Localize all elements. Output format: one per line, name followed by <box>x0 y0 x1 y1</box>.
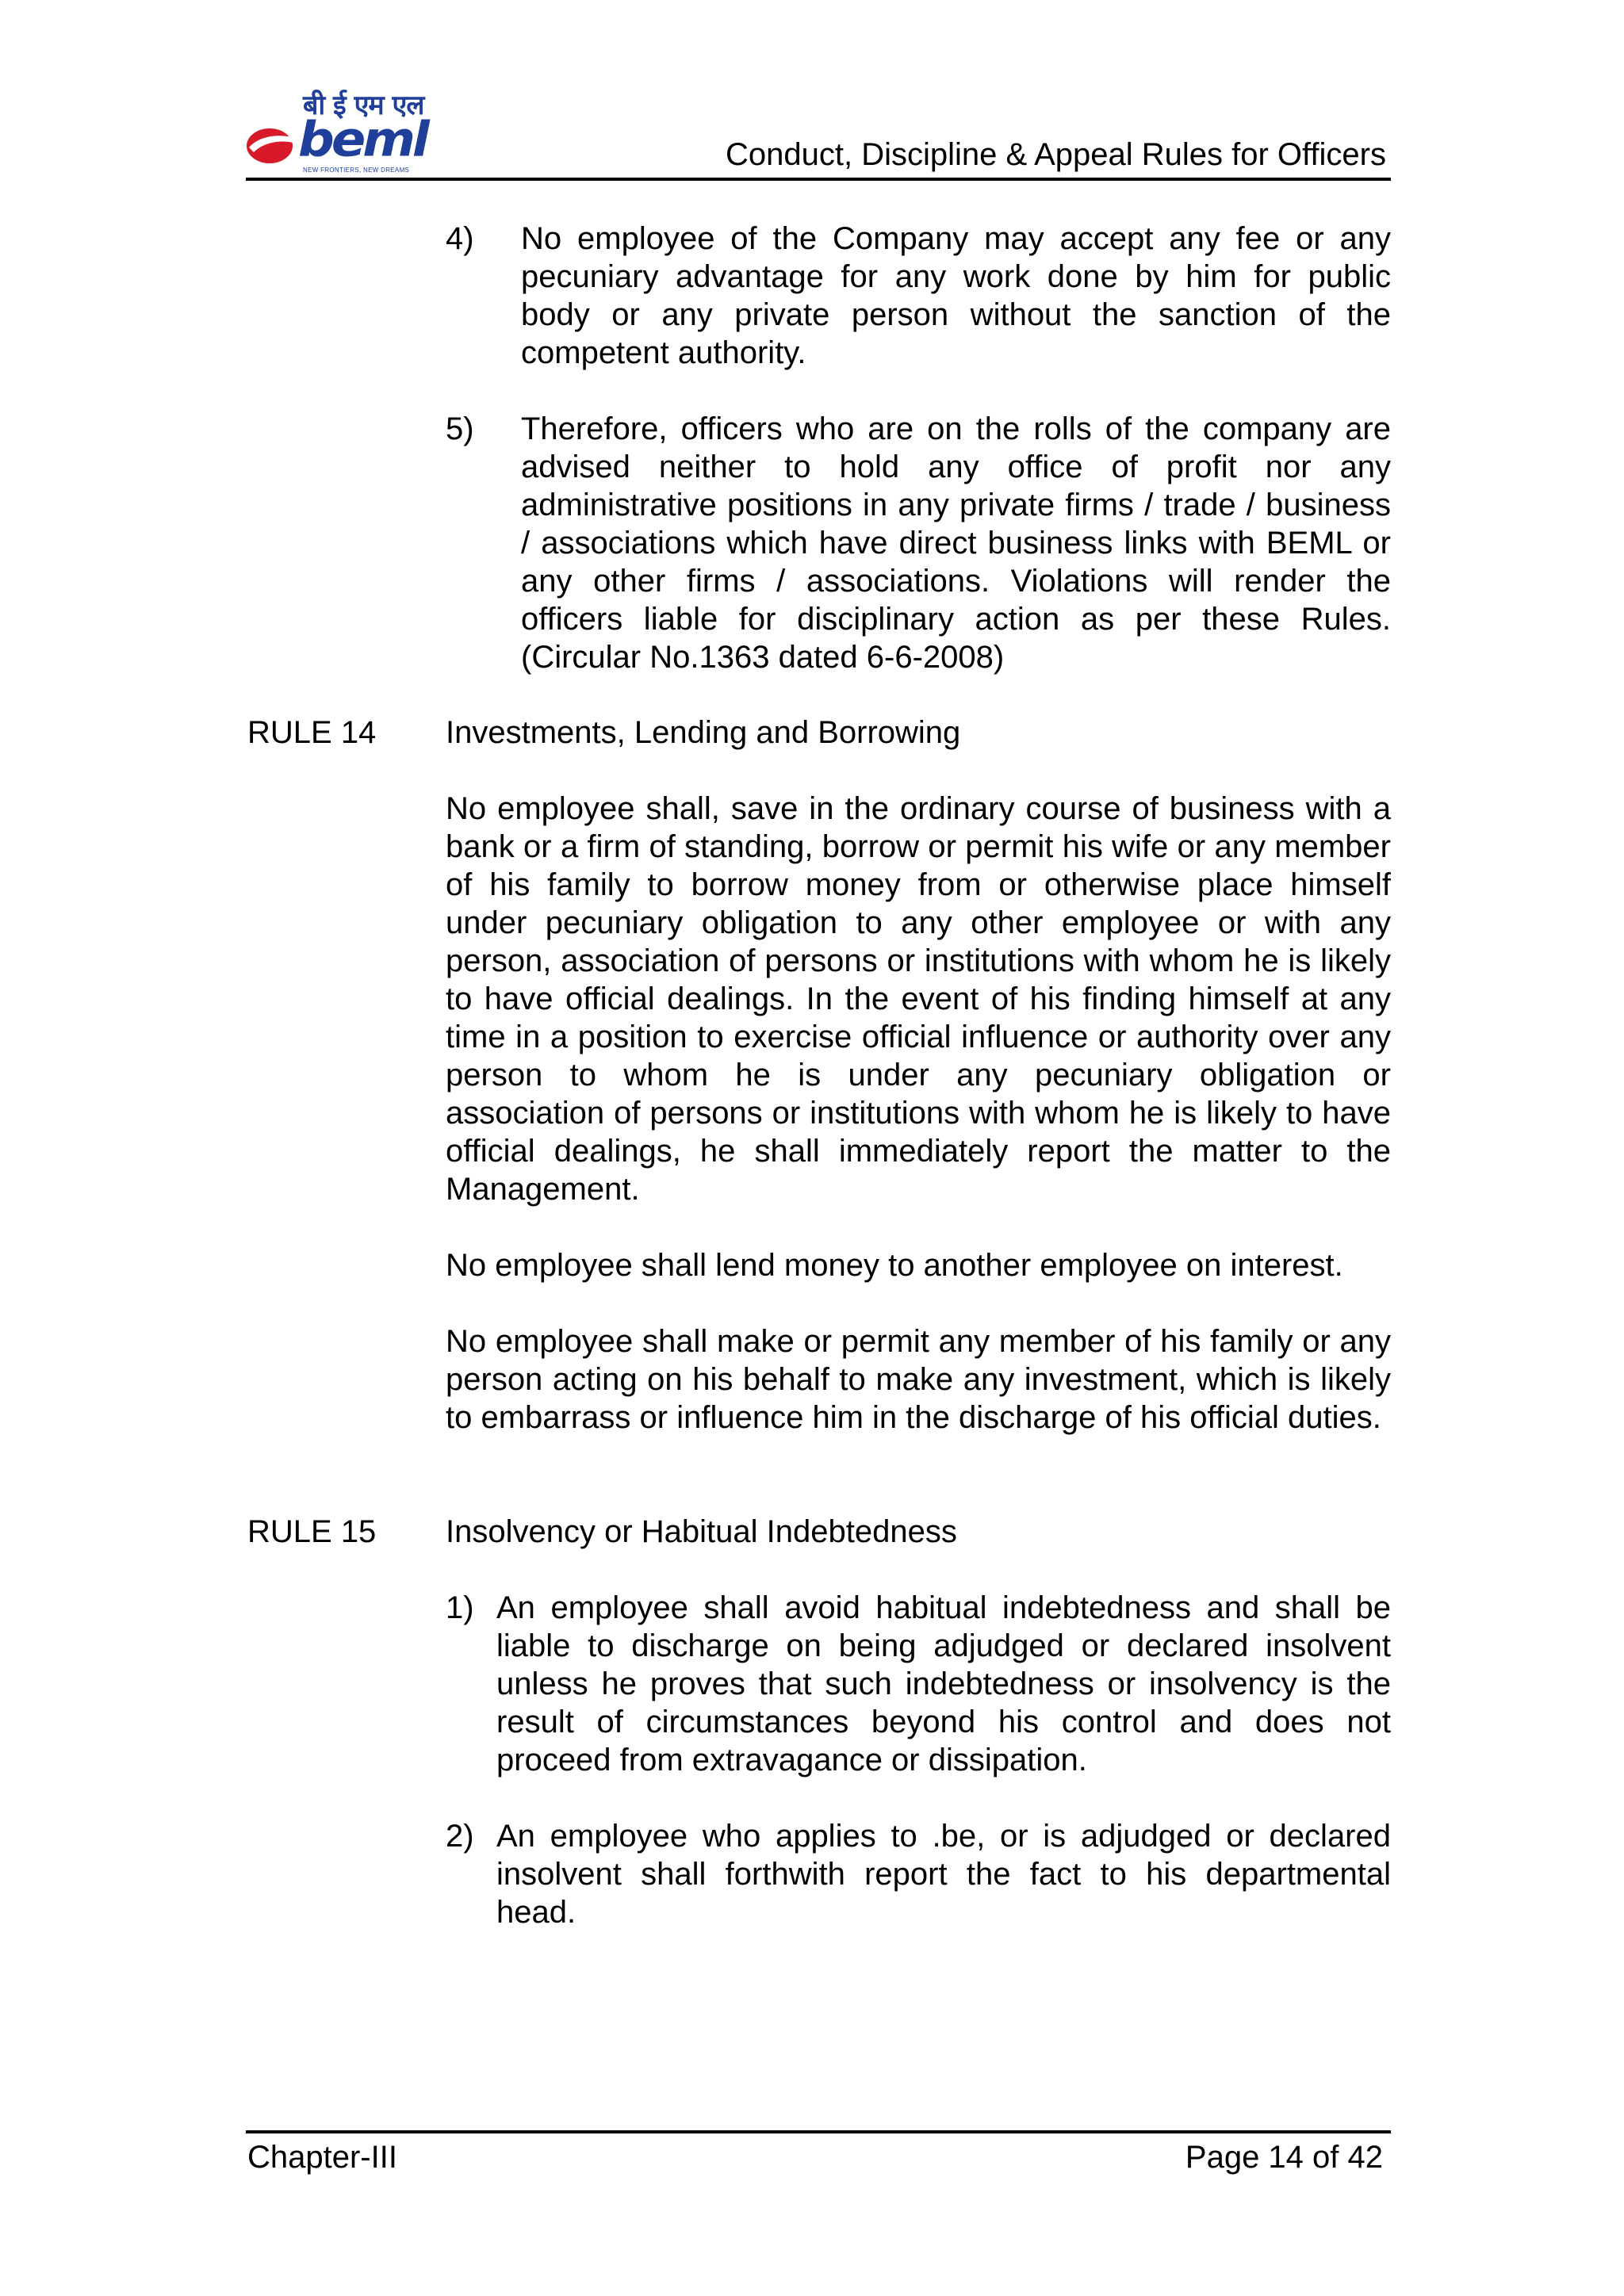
footer-divider <box>246 2130 1391 2133</box>
header-title: Conduct, Discipline & Appeal Rules for Officers <box>726 137 1386 172</box>
item-text: No employee of the Company may accept any fee or any pecuniary advantage for any work done by him for public body or any private person without the sanction of the competent authority. <box>521 221 1391 370</box>
logo-wordmark: beml <box>298 112 427 168</box>
header-divider <box>246 178 1391 181</box>
footer-page-number: Page 14 of 42 <box>1185 2140 1383 2175</box>
item-text: An employee who applies to .be, or is adjudged or declared insolvent shall forthwith report the fact to his departmental head. <box>496 1819 1391 1930</box>
rule-15-heading: Insolvency or Habitual Indebtedness <box>446 1514 957 1549</box>
footer-chapter: Chapter-III <box>247 2140 397 2175</box>
rule-15-label: RULE 15 <box>247 1514 377 1549</box>
rule-14-paragraph: No employee shall make or permit any member of his family or any person acting on his behalf to make any investment, which is likely to embarrass or influence him in the discharge of his official duties. <box>446 1324 1391 1435</box>
beml-swoosh-icon <box>246 124 297 165</box>
beml-logo <box>246 86 427 174</box>
item-text: Therefore, officers who are on the rolls of the company are advised neither to hold any office of profit nor any administrative positions in any private firms / trade / business / associations which have direct business links with BEML or any other firms / associations. Violations will render the officers liable for disciplinary action as per these Rules. (Circular No.1363 dated 6-6-2008) <box>521 411 1391 675</box>
item-number: 4) <box>446 221 474 256</box>
logo-tagline: NEW FRONTIERS, NEW DREAMS <box>303 166 410 174</box>
logo-devanagari-text: बी ई एम एल <box>303 90 424 121</box>
rule-14-paragraph: No employee shall lend money to another employee on interest. <box>446 1248 1343 1283</box>
rule-14-heading: Investments, Lending and Borrowing <box>446 715 961 750</box>
item-text: An employee shall avoid habitual indebtedness and shall be liable to discharge on being adjudged or declared insolvent unless he proves that such indebtedness or insolvency is the result of circumstances beyond his control and does not proceed from extravagance or dissipation. <box>496 1590 1391 1777</box>
item-number: 2) <box>446 1819 474 1854</box>
item-number: 5) <box>446 411 474 446</box>
rule-14-paragraph: No employee shall, save in the ordinary course of business with a bank or a firm of standing, borrow or permit his wife or any member of his family to borrow money from or otherwise place himself under pecuniary obligation to any other employee or with any person, association of persons or institutions with whom he is likely to have official dealings. In the event of his finding himself at any time in a position to exercise official influence or authority over any person to whom he is under any pecuniary obligation or association of persons or institutions with whom he is likely to have official dealings, he shall immediately report the matter to the Management. <box>446 791 1391 1207</box>
rule-14-label: RULE 14 <box>247 715 377 750</box>
item-number: 1) <box>446 1590 474 1625</box>
